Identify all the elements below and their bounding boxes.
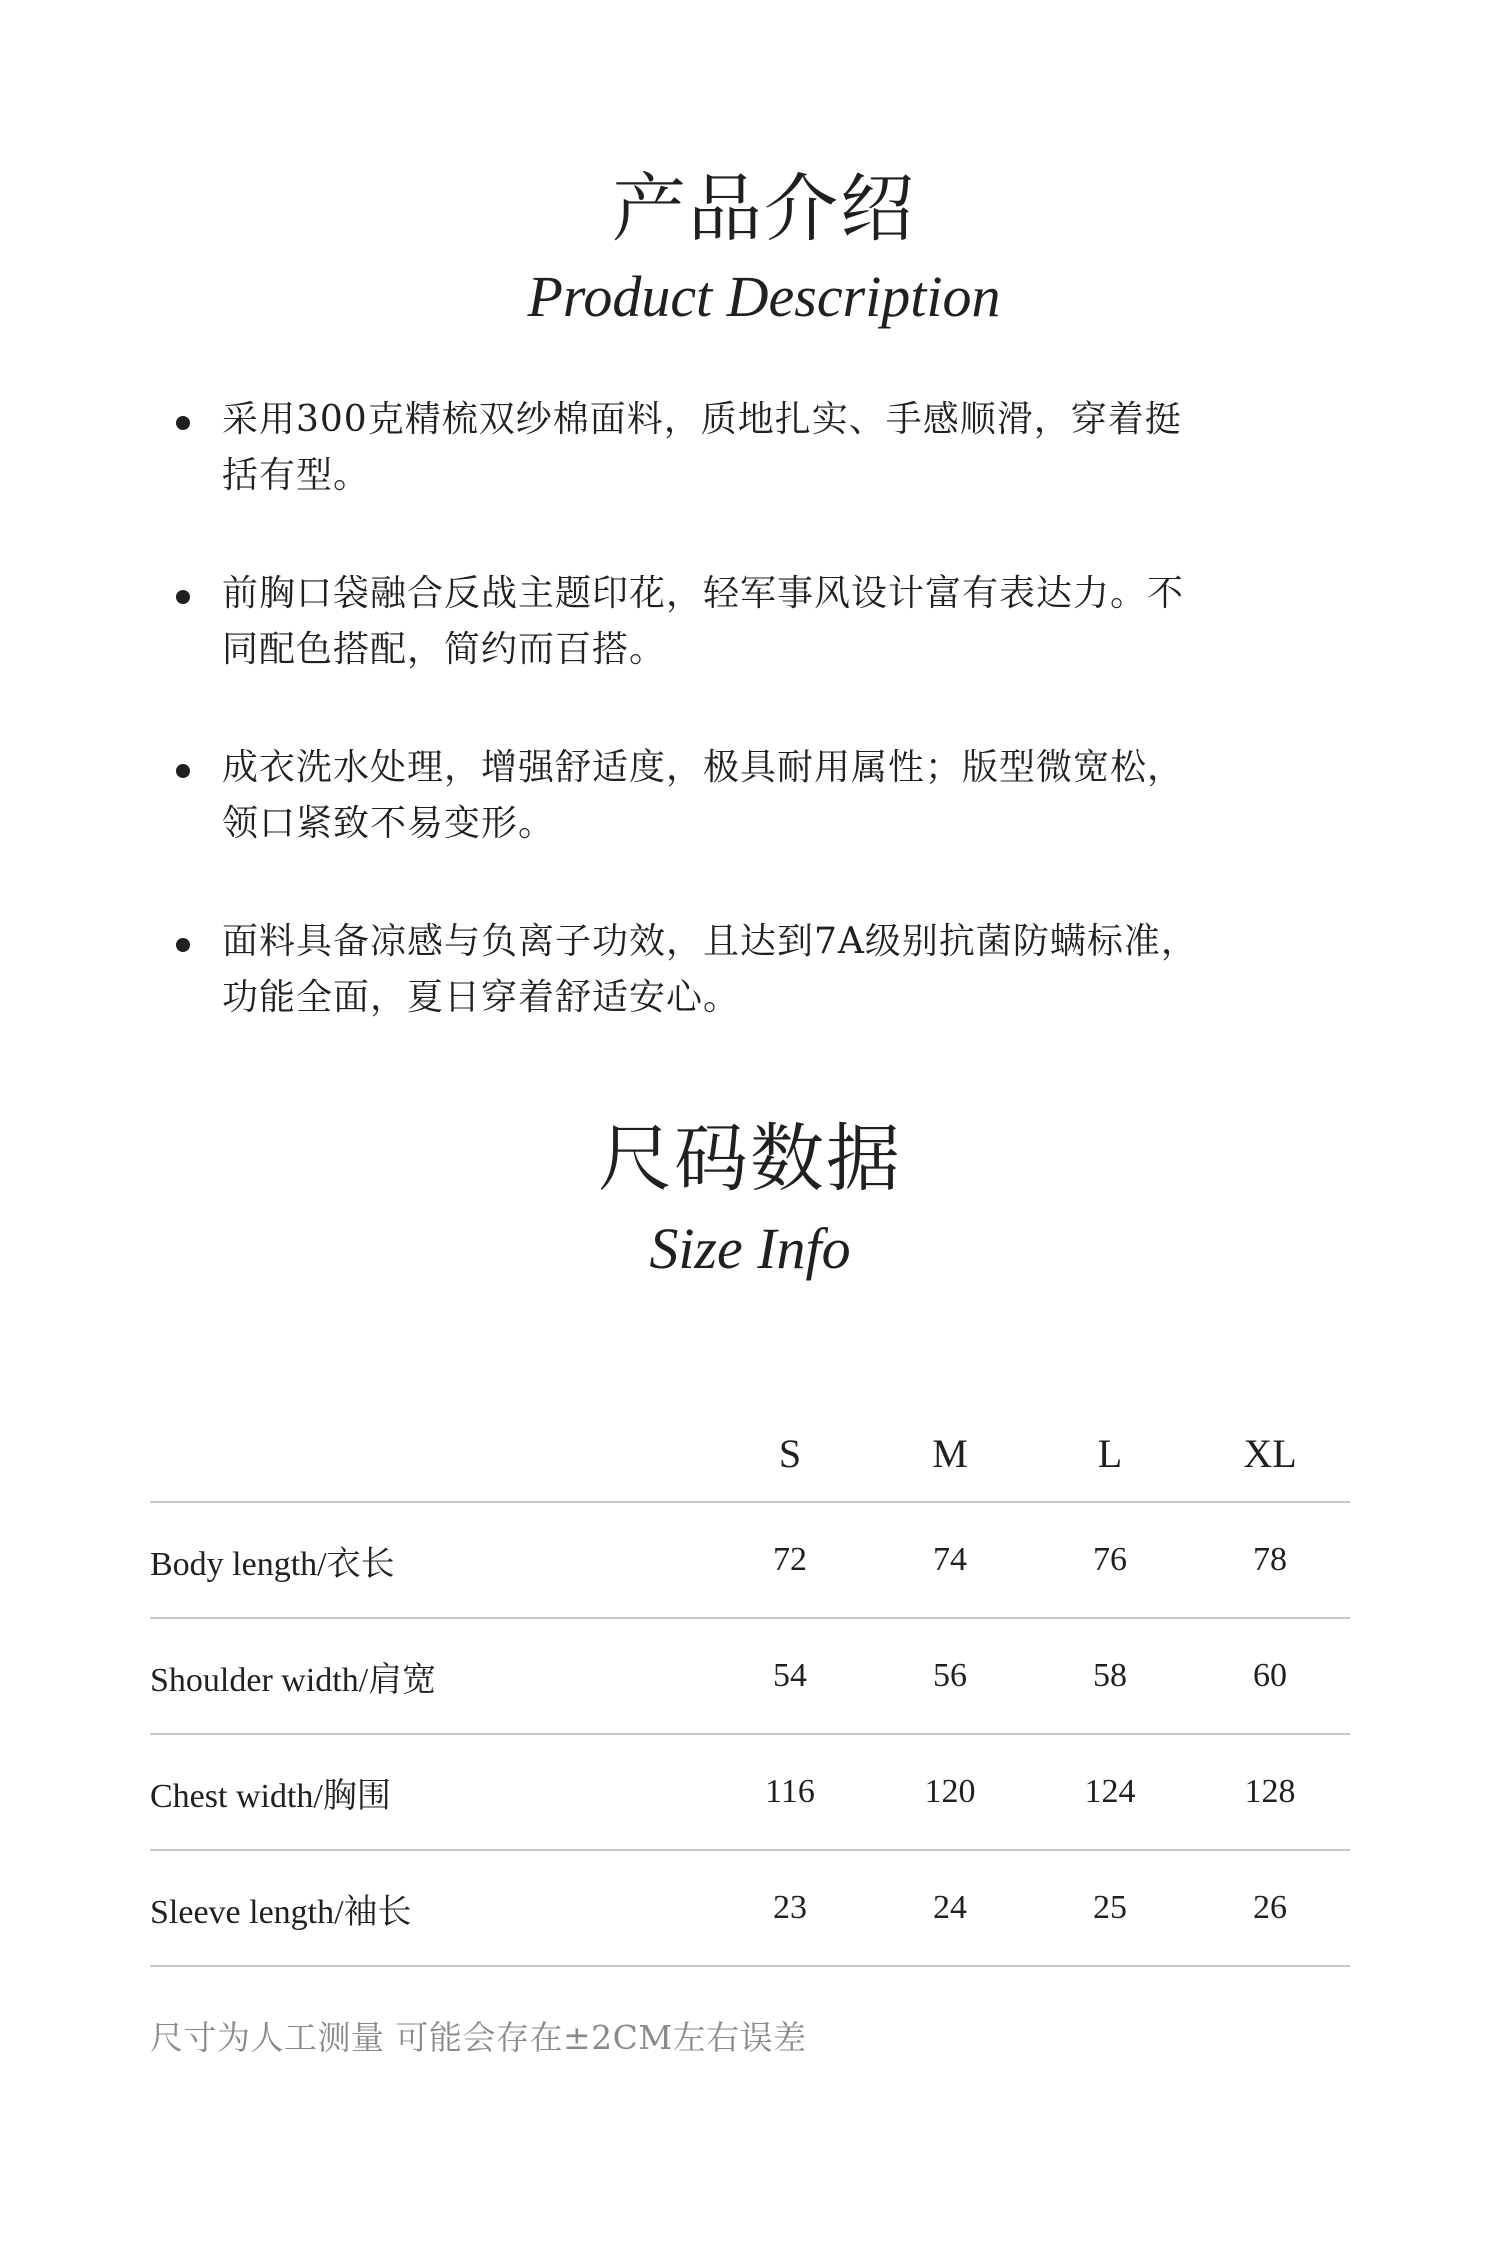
description-item-2 — [176, 566, 1356, 678]
description-item-3-line-1: 成衣洗水处理，增强舒适度，极具耐用属性；版型微宽松， — [222, 747, 1185, 788]
description-item-2-line-2: 同配色搭配，简约而百搭。 — [222, 629, 667, 670]
cell-value: 26 — [1190, 1850, 1350, 1966]
size-header-m: M — [870, 1405, 1030, 1502]
cell-value: 25 — [1030, 1850, 1190, 1966]
description-item-3-line-2: 领口紧致不易变形。 — [222, 803, 556, 844]
table-row — [150, 1850, 1350, 1966]
row-label-chest-width: Chest width/胸围 — [150, 1734, 710, 1850]
cell-value: 128 — [1190, 1734, 1350, 1850]
cell-value: 124 — [1030, 1734, 1190, 1850]
description-item-2-line-1: 前胸口袋融合反战主题印花，轻军事风设计富有表达力。不 — [222, 573, 1185, 614]
cell-value: 74 — [870, 1502, 1030, 1618]
table-row — [150, 1618, 1350, 1734]
bullet-icon — [176, 416, 190, 430]
cell-value: 58 — [1030, 1618, 1190, 1734]
bullet-icon — [176, 764, 190, 778]
description-item-1 — [176, 392, 1356, 504]
size-header-xl: XL — [1190, 1405, 1350, 1502]
size-table-header-row — [150, 1405, 1350, 1502]
size-table — [150, 1405, 1350, 1967]
cell-value: 76 — [1030, 1502, 1190, 1618]
bullet-icon — [176, 938, 190, 952]
size-header-s: S — [710, 1405, 870, 1502]
cell-value: 24 — [870, 1850, 1030, 1966]
bullet-icon — [176, 590, 190, 604]
row-label-sleeve-length: Sleeve length/袖长 — [150, 1850, 710, 1966]
row-label-body-length: Body length/衣长 — [150, 1502, 710, 1618]
description-item-1-line-2: 括有型。 — [222, 455, 371, 496]
description-item-4-line-2: 功能全面，夏日穿着舒适安心。 — [222, 977, 741, 1018]
size-header-blank — [150, 1405, 710, 1502]
description-title-en: Product Description — [527, 264, 1001, 329]
description-title-cn: 产品介绍 — [612, 166, 916, 252]
cell-value: 72 — [710, 1502, 870, 1618]
table-row — [150, 1734, 1350, 1850]
size-header-l: L — [1030, 1405, 1190, 1502]
description-item-4-line-1: 面料具备凉感与负离子功效，且达到7A级别抗菌防螨标准， — [222, 921, 1198, 962]
measurement-note: 尺寸为人工测量 可能会存在±2CM左右误差 — [150, 2018, 807, 2057]
description-item-4 — [176, 914, 1356, 1026]
cell-value: 120 — [870, 1734, 1030, 1850]
size-title-cn: 尺码数据 — [598, 1116, 902, 1202]
size-title-en: Size Info — [649, 1216, 851, 1281]
cell-value: 54 — [710, 1618, 870, 1734]
description-item-1-line-1: 采用300克精梳双纱棉面料，质地扎实、手感顺滑，穿着挺 — [222, 399, 1182, 440]
cell-value: 23 — [710, 1850, 870, 1966]
cell-value: 56 — [870, 1618, 1030, 1734]
cell-value: 78 — [1190, 1502, 1350, 1618]
cell-value: 60 — [1190, 1618, 1350, 1734]
description-list — [176, 392, 1356, 1088]
cell-value: 116 — [710, 1734, 870, 1850]
description-item-3 — [176, 740, 1356, 852]
row-label-shoulder-width: Shoulder width/肩宽 — [150, 1618, 710, 1734]
table-row — [150, 1502, 1350, 1618]
